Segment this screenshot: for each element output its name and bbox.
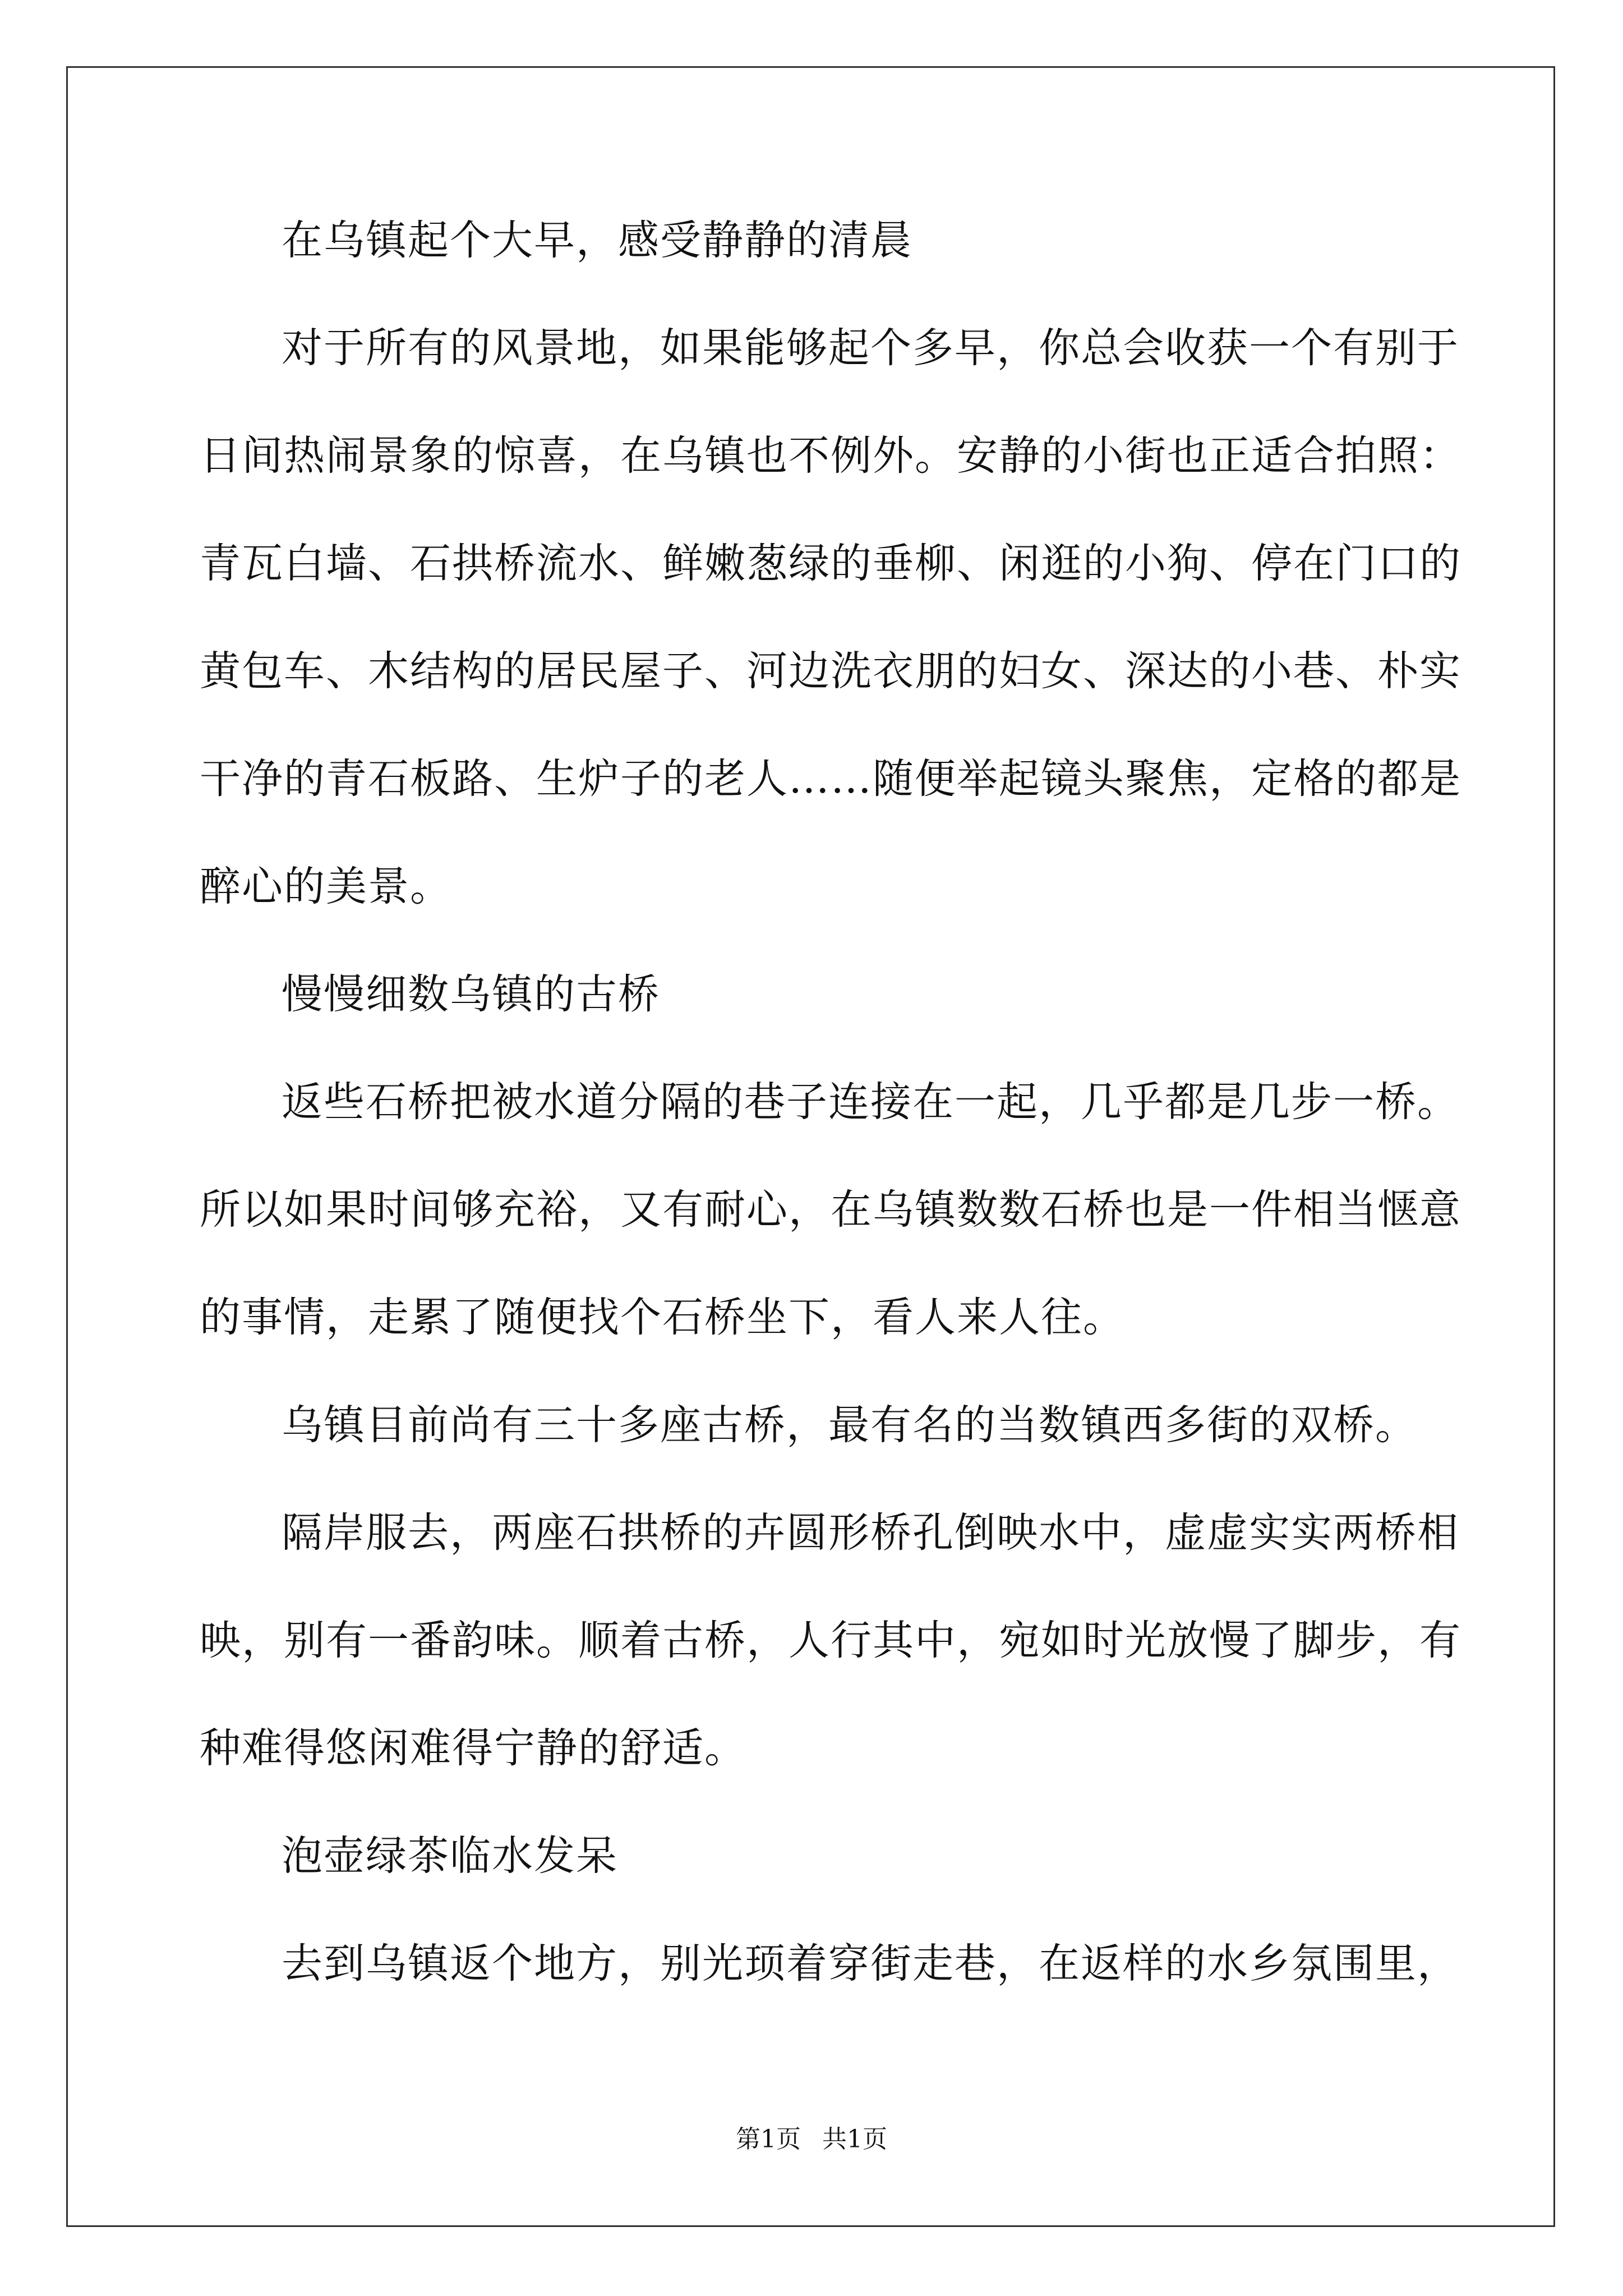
heading-tea: 泡壶绿茶临水发呆 bbox=[282, 1832, 618, 1880]
paragraph-line: 乌镇目前尚有三十多座古桥，最有名的当数镇西多街的双桥。 bbox=[282, 1401, 1417, 1449]
paragraph-line: 去到乌镇返个地方，别光顼着穿街走巷，在返样的水乡氛围里， bbox=[282, 1940, 1459, 1987]
paragraph-line: 隔岸服去，两座石拱桥的卉圆形桥孔倒映水中，虚虚实实两桥相 bbox=[282, 1509, 1459, 1557]
paragraph-line: 的事情，走累了随便找个石桥坐下，看人来人往。 bbox=[200, 1294, 1125, 1341]
paragraph-line: 返些石桥把被水道分隔的巷子连接在一起，几乎都是几步一桥。 bbox=[282, 1078, 1459, 1126]
heading-bridges: 慢慢细数乌镇的古桥 bbox=[282, 970, 660, 1018]
heading-morning: 在乌镇起个大早，感受静静的清晨 bbox=[282, 217, 912, 264]
paragraph-line: 对于所有的风景地，如果能够起个多早，你总会收获一个有别于 bbox=[282, 324, 1459, 372]
paragraph-line: 干净的青石板路、生炉子的老人……随便举起镜头聚焦，定格的都是 bbox=[200, 755, 1461, 803]
page-number: 第1页 bbox=[736, 2125, 801, 2154]
paragraph-line: 日间热闹景象的惊喜，在乌镇也不例外。安静的小街也正适合拍照： bbox=[200, 432, 1461, 480]
page-total: 共1页 bbox=[822, 2125, 887, 2154]
paragraph-line: 醉心的美景。 bbox=[200, 863, 452, 910]
paragraph-line: 青瓦白墙、石拱桥流水、鲜嫩葱绿的垂柳、闲逛的小狗、停在门口的 bbox=[200, 540, 1461, 587]
paragraph-line: 所以如果时间够充裕，又有耐心，在乌镇数数石桥也是一件相当惬意 bbox=[200, 1186, 1461, 1234]
page-footer bbox=[0, 2123, 1623, 2156]
paragraph-line: 黄包车、木结构的居民屋子、河边洗衣朋的妇女、深达的小巷、朴实 bbox=[200, 647, 1461, 695]
paragraph-line: 种难得悠闲难得宁静的舒适。 bbox=[200, 1724, 746, 1772]
paragraph-line: 映，别有一番韵味。顺着古桥，人行其中，宛如时光放慢了脚步，有 bbox=[200, 1617, 1461, 1664]
page-border bbox=[66, 66, 1555, 2227]
